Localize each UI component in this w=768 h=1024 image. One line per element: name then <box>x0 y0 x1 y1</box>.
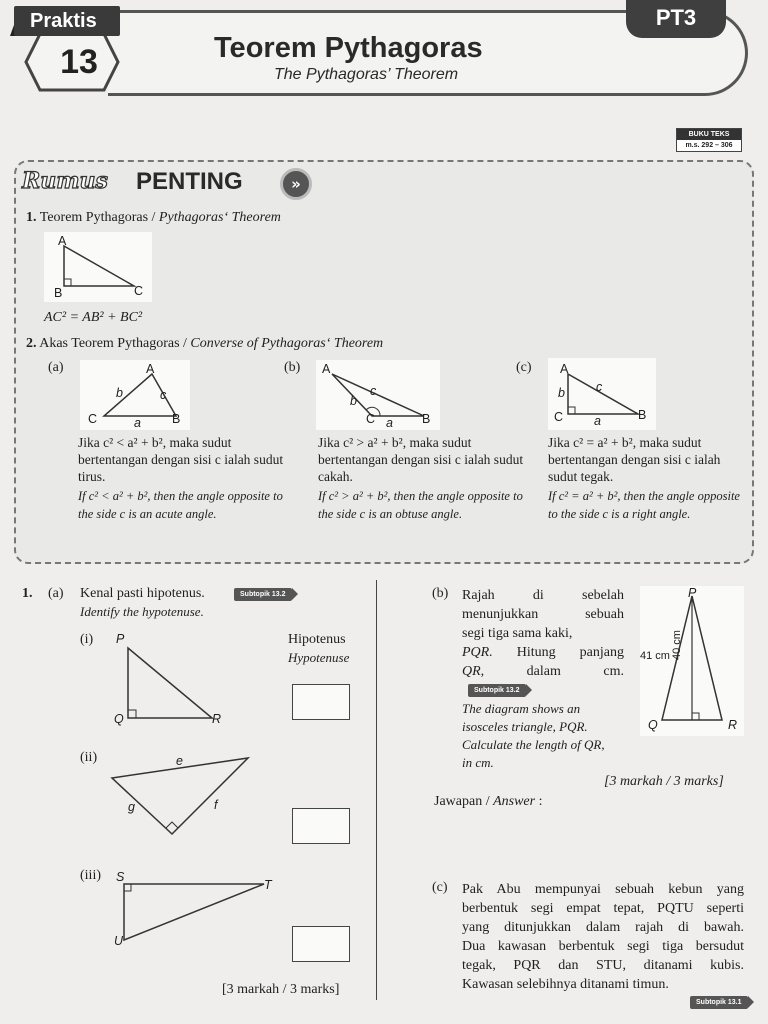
hipotenus-label: Hipotenus <box>288 632 346 647</box>
b-height-length: 40 cm <box>671 630 683 660</box>
b-side-length: 41 cm <box>640 650 670 662</box>
q1c-line: berbentuk segi empat tepat, PQTU seperti <box>462 901 744 916</box>
subtopic-badge-c: Subtopik 13.1 <box>690 996 748 1009</box>
side-e-label: e <box>176 754 183 768</box>
q1b-en-line: Calculate the length of QR, <box>462 737 605 752</box>
marks-a: [3 markah / 3 marks] <box>222 982 340 997</box>
case-b-letter: (b) <box>284 360 301 375</box>
b-vertex-r: R <box>728 718 738 732</box>
case-b-side-c: c <box>370 384 377 398</box>
case-c-vertex-a: A <box>560 362 569 376</box>
case-a-vertex-a: A <box>146 362 155 376</box>
case-c-text <box>548 434 744 523</box>
case-b-side-b: b <box>350 394 357 408</box>
subtopic-badge-b: Subtopik 13.2 <box>468 684 526 697</box>
subtopic-badge-a: Subtopik 13.2 <box>234 588 292 601</box>
q1c-line: yang ditunjukkan dalam rajah di bawah. <box>462 920 744 935</box>
case-c-vertex-b: B <box>638 408 647 422</box>
praktis-label: Praktis <box>14 6 120 36</box>
marks-b-text: [3 markah / 3 marks] <box>604 774 724 789</box>
formula-2-label-en: Converse of Pythagoras‘ Theorem <box>190 336 384 351</box>
answer-box-i[interactable] <box>292 684 350 720</box>
case-c-letter: (c) <box>516 360 532 375</box>
case-a-side-c: c <box>160 388 167 402</box>
q1b-word: Hitung <box>516 645 556 660</box>
q1b-word: PQR. <box>462 645 493 660</box>
question-1-number <box>22 586 33 602</box>
pythagoras-formula: AC² = AB² + BC² <box>44 310 143 325</box>
formula-1-number: 1. <box>26 210 37 225</box>
q1b-en-line: The diagram shows an <box>462 701 581 716</box>
q1b-word: di <box>532 588 544 603</box>
q1b-word: panjang <box>579 645 624 660</box>
q1b-line3: segi tiga sama kaki, <box>462 626 573 641</box>
case-c-side-a: a <box>594 414 601 428</box>
rumus-script-heading: Rumus <box>22 168 108 194</box>
b-vertex-p: P <box>688 586 697 600</box>
q1c-line: Kawasan selebihnya ditanami timun. <box>462 977 669 992</box>
q1b-text <box>462 586 624 681</box>
q1b-en-line: isosceles triangle, PQR. <box>462 719 588 734</box>
q1b-word: Rajah <box>462 588 495 603</box>
formula-2-number: 2. <box>26 336 37 351</box>
vertex-t-label: T <box>264 878 272 892</box>
case-b-text-ms: Jika c² > a² + b², maka sudut bertentangan dengan sisi c ialah sudut cakah. <box>318 435 524 484</box>
part-ii-label: (ii) <box>80 750 98 765</box>
answer-box-ii[interactable] <box>292 808 350 844</box>
formula-2-label: Akas Teorem Pythagoras / <box>39 336 191 351</box>
q1b-word: cm. <box>603 664 624 679</box>
case-c-side-b: b <box>558 386 565 400</box>
q1a-letter: (a) <box>48 586 64 601</box>
page-title: Teorem Pythagoras <box>214 32 483 64</box>
triangle-stu-diagram <box>114 878 270 948</box>
q1b-en-line: in cm. <box>462 755 494 770</box>
vertex-a-label: A <box>58 234 67 248</box>
q1c-letter: (c) <box>432 880 448 895</box>
case-a-side-b: b <box>116 386 123 400</box>
marks-b <box>604 774 724 790</box>
formula-1-label: Teorem Pythagoras / <box>39 210 159 225</box>
q1c-line: Dua kawasan berbentuk segi tiga bersudut <box>462 939 744 954</box>
answer-box-iii[interactable] <box>292 926 350 962</box>
answer-colon: : <box>535 794 543 809</box>
case-c-side-c: c <box>596 380 603 394</box>
praktis-number: 13 <box>60 43 98 81</box>
buku-teks-label: BUKU TEKS <box>677 129 741 140</box>
q1b-word: sebuah <box>585 607 624 622</box>
vertex-u-label: U <box>114 934 124 948</box>
q1c-text <box>462 880 744 994</box>
case-c-vertex-c: C <box>554 410 564 424</box>
part-iii-label: (iii) <box>80 868 101 883</box>
page-subtitle: The Pythagoras’ Theorem <box>274 66 459 83</box>
q1b-word: sebelah <box>582 588 624 603</box>
case-a-letter: (a) <box>48 360 64 375</box>
q1b-text-en <box>462 700 632 772</box>
case-a-vertex-b: B <box>172 412 181 426</box>
vertex-b-label: B <box>54 286 63 300</box>
part-i-label: (i) <box>80 632 94 647</box>
formula-1-label-en: Pythagoras‘ Theorem <box>158 210 281 225</box>
case-c-text-en: If c² = a² + b², then the angle opposite to the side c is a right angle. <box>548 489 740 521</box>
q1b-word: QR, <box>462 664 485 679</box>
vertex-r-label: R <box>212 712 222 726</box>
q1a-text-en: Identify the hypotenuse. <box>80 604 204 619</box>
vertex-p-label: P <box>116 632 125 646</box>
hypotenuse-label: Hypotenuse <box>288 650 350 665</box>
pt3-tab: PT3 <box>626 0 726 38</box>
side-f-label: f <box>214 798 218 812</box>
vertex-s-label: S <box>116 870 125 884</box>
vertex-c-label: C <box>134 284 144 298</box>
triangle-pqr-diagram <box>112 636 222 728</box>
double-arrow-icon: » <box>280 168 312 200</box>
jawapan-label: Jawapan / <box>434 794 494 809</box>
column-divider <box>376 580 377 1000</box>
q1c-line: Pak Abu mempunyai sebuah kebun yang <box>462 882 744 897</box>
q1b-word: dalam <box>526 664 561 679</box>
case-a-text <box>78 434 288 523</box>
q1a-text: Kenal pasti hipotenus. <box>80 586 205 601</box>
formula-1-heading <box>26 210 281 226</box>
case-b-vertex-a: A <box>322 362 331 376</box>
q1c-line: tegak, PQR dan STU, ditanami kubis. <box>462 958 744 973</box>
case-b-text-en: If c² > a² + b², then the angle opposite to the side c is an obtuse angle. <box>318 489 523 521</box>
buku-teks-pages: m.s. 292 – 306 <box>685 142 733 149</box>
side-g-label: g <box>128 800 135 814</box>
case-a-vertex-c: C <box>88 412 98 426</box>
b-vertex-q: Q <box>648 718 658 732</box>
question-1-num: 1. <box>22 586 33 601</box>
case-b-vertex-c: C <box>366 412 376 426</box>
q1b-letter: (b) <box>432 586 449 601</box>
case-a-side-a: a <box>134 416 141 430</box>
case-a-text-en: If c² < a² + b², then the angle opposite to the side c is an acute angle. <box>78 489 283 521</box>
vertex-q-label: Q <box>114 712 124 726</box>
answer-label <box>434 794 542 810</box>
buku-teks-badge <box>676 128 742 152</box>
rumus-penting-heading: PENTING <box>136 168 243 195</box>
case-c-text-ms: Jika c² = a² + b², maka sudut bertentangan dengan sisi c ialah sudut tegak. <box>548 435 721 484</box>
case-b-side-a: a <box>386 416 393 430</box>
case-b-text <box>318 434 528 523</box>
case-b-vertex-b: B <box>422 412 431 426</box>
q1b-word: menunjukkan <box>462 607 539 622</box>
answer-label-en: Answer <box>493 794 536 809</box>
formula-2-heading <box>26 336 383 352</box>
case-a-text-ms: Jika c² < a² + b², maka sudut bertentangan dengan sisi c ialah sudut tirus. <box>78 435 284 484</box>
